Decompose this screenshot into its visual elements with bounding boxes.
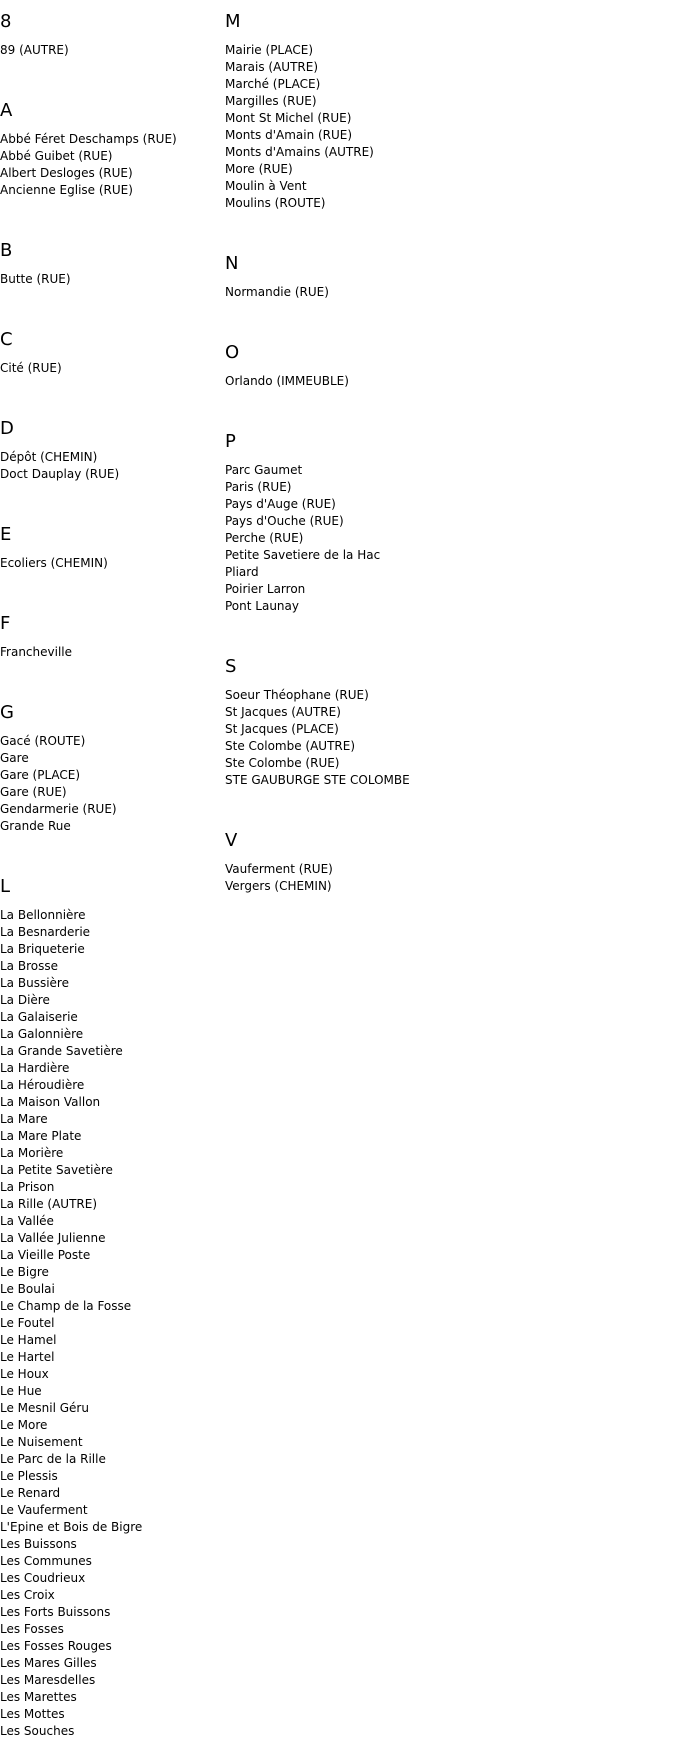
letter-heading: O (225, 342, 240, 363)
street-link[interactable]: La Mare Plate (0, 1129, 82, 1143)
section-spacer (225, 301, 655, 330)
street-link[interactable]: L'Epine et Bois de Bigre (0, 1520, 143, 1534)
street-link[interactable]: Les Mottes (0, 1707, 65, 1721)
street-link[interactable]: Les Buissons (0, 1537, 77, 1551)
street-link[interactable]: Gacé (ROUTE) (0, 734, 86, 748)
street-link[interactable]: More (RUE) (225, 162, 293, 176)
street-link[interactable]: La Maison Vallon (0, 1095, 101, 1109)
street-link[interactable]: La Mare (0, 1112, 48, 1126)
street-link[interactable]: Doct Dauplay (RUE) (0, 467, 120, 481)
street-link[interactable]: Orlando (IMMEUBLE) (225, 374, 349, 388)
section-spacer (0, 199, 222, 228)
street-link[interactable]: La Vallée (0, 1214, 54, 1228)
letter-section-n (225, 253, 655, 330)
street-link[interactable]: Poirier Larron (225, 582, 306, 596)
street-link[interactable]: La Brosse (0, 959, 58, 973)
section-spacer (225, 789, 655, 818)
street-link[interactable]: Moulin à Vent (225, 179, 307, 193)
street-link[interactable]: Pays d'Auge (RUE) (225, 497, 336, 511)
street-link[interactable]: Ste Colombe (RUE) (225, 756, 340, 770)
street-link[interactable]: La Bellonnière (0, 908, 86, 922)
street-link[interactable]: STE GAUBURGE STE COLOMBE (225, 773, 410, 787)
street-link[interactable]: Le Renard (0, 1486, 61, 1500)
letter-heading: C (0, 329, 13, 350)
letter-section-b (0, 240, 222, 317)
letter-heading: M (225, 11, 241, 32)
street-link[interactable]: Grande Rue (0, 819, 71, 833)
street-link[interactable]: La Petite Savetière (0, 1163, 113, 1177)
section-spacer (0, 288, 222, 317)
section-spacer (225, 212, 655, 241)
letter-heading: A (0, 100, 13, 121)
street-link[interactable]: Le More (0, 1418, 48, 1432)
street-link[interactable]: Le Hartel (0, 1350, 55, 1364)
street-link[interactable]: Le Foutel (0, 1316, 55, 1330)
street-link[interactable]: Petite Savetiere de la Hac (225, 548, 381, 562)
street-link[interactable]: La Grande Savetière (0, 1044, 123, 1058)
street-link[interactable]: Butte (RUE) (0, 272, 71, 286)
street-link[interactable]: La Besnarderie (0, 925, 91, 939)
street-link[interactable]: Marais (AUTRE) (225, 60, 318, 74)
street-link[interactable]: Le Hamel (0, 1333, 57, 1347)
letter-section-p (225, 431, 655, 644)
street-link[interactable]: Francheville (0, 645, 72, 659)
street-link[interactable]: Marché (PLACE) (225, 77, 321, 91)
street-link[interactable]: Mont St Michel (RUE) (225, 111, 352, 125)
street-link[interactable]: Gendarmerie (RUE) (0, 802, 117, 816)
street-link[interactable]: Les Maresdelles (0, 1673, 96, 1687)
street-link[interactable]: Les Fosses Rouges (0, 1639, 112, 1653)
street-link[interactable]: Ancienne Eglise (RUE) (0, 183, 133, 197)
street-index-left-column (0, 0, 222, 1740)
street-link[interactable]: Albert Desloges (RUE) (0, 166, 133, 180)
street-link[interactable]: Le Nuisement (0, 1435, 83, 1449)
letter-heading: D (0, 418, 14, 439)
section-spacer (0, 572, 222, 601)
street-link[interactable]: Le Plessis (0, 1469, 58, 1483)
street-link[interactable]: Monts d'Amains (AUTRE) (225, 145, 374, 159)
street-link[interactable]: Dépôt (CHEMIN) (0, 450, 98, 464)
letter-section-c (0, 329, 222, 406)
street-link[interactable]: La Bussière (0, 976, 69, 990)
letter-section-e (0, 524, 222, 601)
street-link[interactable]: Les Fosses (0, 1622, 64, 1636)
street-link[interactable]: Les Souches (0, 1724, 75, 1738)
letter-section-8 (0, 11, 222, 88)
letter-heading: V (225, 830, 238, 851)
letter-section-a (0, 100, 222, 228)
letter-heading: L (0, 876, 11, 897)
letter-section-g (0, 702, 222, 864)
street-link[interactable]: Soeur Théophane (RUE) (225, 688, 369, 702)
letter-section-v (225, 830, 655, 895)
letter-section-l (0, 876, 222, 1740)
letter-heading: G (0, 702, 14, 723)
street-link[interactable]: La Vallée Julienne (0, 1231, 106, 1245)
section-spacer (0, 59, 222, 88)
letter-heading: S (225, 656, 237, 677)
street-link[interactable]: Parc Gaumet (225, 463, 303, 477)
section-spacer (0, 835, 222, 864)
street-link[interactable]: Les Communes (0, 1554, 92, 1568)
street-link[interactable]: Moulins (ROUTE) (225, 196, 326, 210)
letter-heading: F (0, 613, 11, 634)
street-link[interactable]: Pont Launay (225, 599, 299, 613)
street-link[interactable]: La Galonnière (0, 1027, 84, 1041)
street-link[interactable]: Abbé Guibet (RUE) (0, 149, 113, 163)
street-link[interactable]: Pays d'Ouche (RUE) (225, 514, 344, 528)
street-link[interactable]: La Dière (0, 993, 50, 1007)
street-link[interactable]: Gare (RUE) (0, 785, 67, 799)
letter-section-f (0, 613, 222, 690)
street-link[interactable]: Le Bigre (0, 1265, 49, 1279)
street-link[interactable]: Paris (RUE) (225, 480, 292, 494)
street-link[interactable]: Margilles (RUE) (225, 94, 317, 108)
street-link[interactable]: Les Marettes (0, 1690, 77, 1704)
street-link[interactable]: Normandie (RUE) (225, 285, 329, 299)
street-link[interactable]: Abbé Féret Deschamps (RUE) (0, 132, 177, 146)
street-link[interactable]: Le Boulai (0, 1282, 55, 1296)
street-link[interactable]: Le Parc de la Rille (0, 1452, 106, 1466)
street-link[interactable]: La Prison (0, 1180, 55, 1194)
letter-section-s (225, 656, 655, 818)
street-link[interactable]: Gare (0, 751, 29, 765)
letter-section-d (0, 418, 222, 512)
letter-heading: B (0, 240, 13, 261)
street-link[interactable]: Gare (PLACE) (0, 768, 81, 782)
street-link[interactable]: Le Champ de la Fosse (0, 1299, 132, 1313)
street-link[interactable]: Les Mares Gilles (0, 1656, 97, 1670)
street-link[interactable]: Perche (RUE) (225, 531, 304, 545)
section-spacer (225, 615, 655, 644)
section-spacer (0, 483, 222, 512)
section-spacer (225, 390, 655, 419)
letter-heading: P (225, 431, 236, 452)
street-link[interactable]: La Briqueterie (0, 942, 85, 956)
street-link[interactable]: La Galaiserie (0, 1010, 78, 1024)
section-spacer (0, 661, 222, 690)
street-link[interactable]: Ecoliers (CHEMIN) (0, 556, 108, 570)
street-link[interactable]: Mairie (PLACE) (225, 43, 314, 57)
street-link[interactable]: St Jacques (PLACE) (225, 722, 339, 736)
street-link[interactable]: Les Forts Buissons (0, 1605, 111, 1619)
letter-heading: N (225, 253, 239, 274)
street-link[interactable]: La Rille (AUTRE) (0, 1197, 97, 1211)
street-link[interactable]: Les Croix (0, 1588, 55, 1602)
street-link[interactable]: Monts d'Amain (RUE) (225, 128, 353, 142)
street-link[interactable]: Le Vauferment (0, 1503, 88, 1517)
letter-section-m (225, 11, 655, 241)
letter-heading: E (0, 524, 12, 545)
street-link[interactable]: Le Mesnil Géru (0, 1401, 89, 1415)
street-link[interactable]: Ste Colombe (AUTRE) (225, 739, 356, 753)
street-link[interactable]: St Jacques (AUTRE) (225, 705, 341, 719)
street-link[interactable]: La Héroudière (0, 1078, 85, 1092)
street-link[interactable]: Cité (RUE) (0, 361, 62, 375)
street-link[interactable]: Le Hue (0, 1384, 42, 1398)
street-link[interactable]: La Vieille Poste (0, 1248, 91, 1262)
street-link[interactable]: 89 (AUTRE) (0, 43, 69, 57)
street-link[interactable]: Vergers (CHEMIN) (225, 879, 332, 893)
letter-heading: 8 (0, 11, 12, 32)
street-link[interactable]: Vauferment (RUE) (225, 862, 333, 876)
letter-section-o (225, 342, 655, 419)
street-link[interactable]: La Hardière (0, 1061, 70, 1075)
street-index-right-column (225, 0, 655, 895)
street-link[interactable]: Pliard (225, 565, 259, 579)
street-link[interactable]: Le Houx (0, 1367, 49, 1381)
street-link[interactable]: Les Coudrieux (0, 1571, 86, 1585)
street-link[interactable]: La Morière (0, 1146, 64, 1160)
section-spacer (0, 377, 222, 406)
